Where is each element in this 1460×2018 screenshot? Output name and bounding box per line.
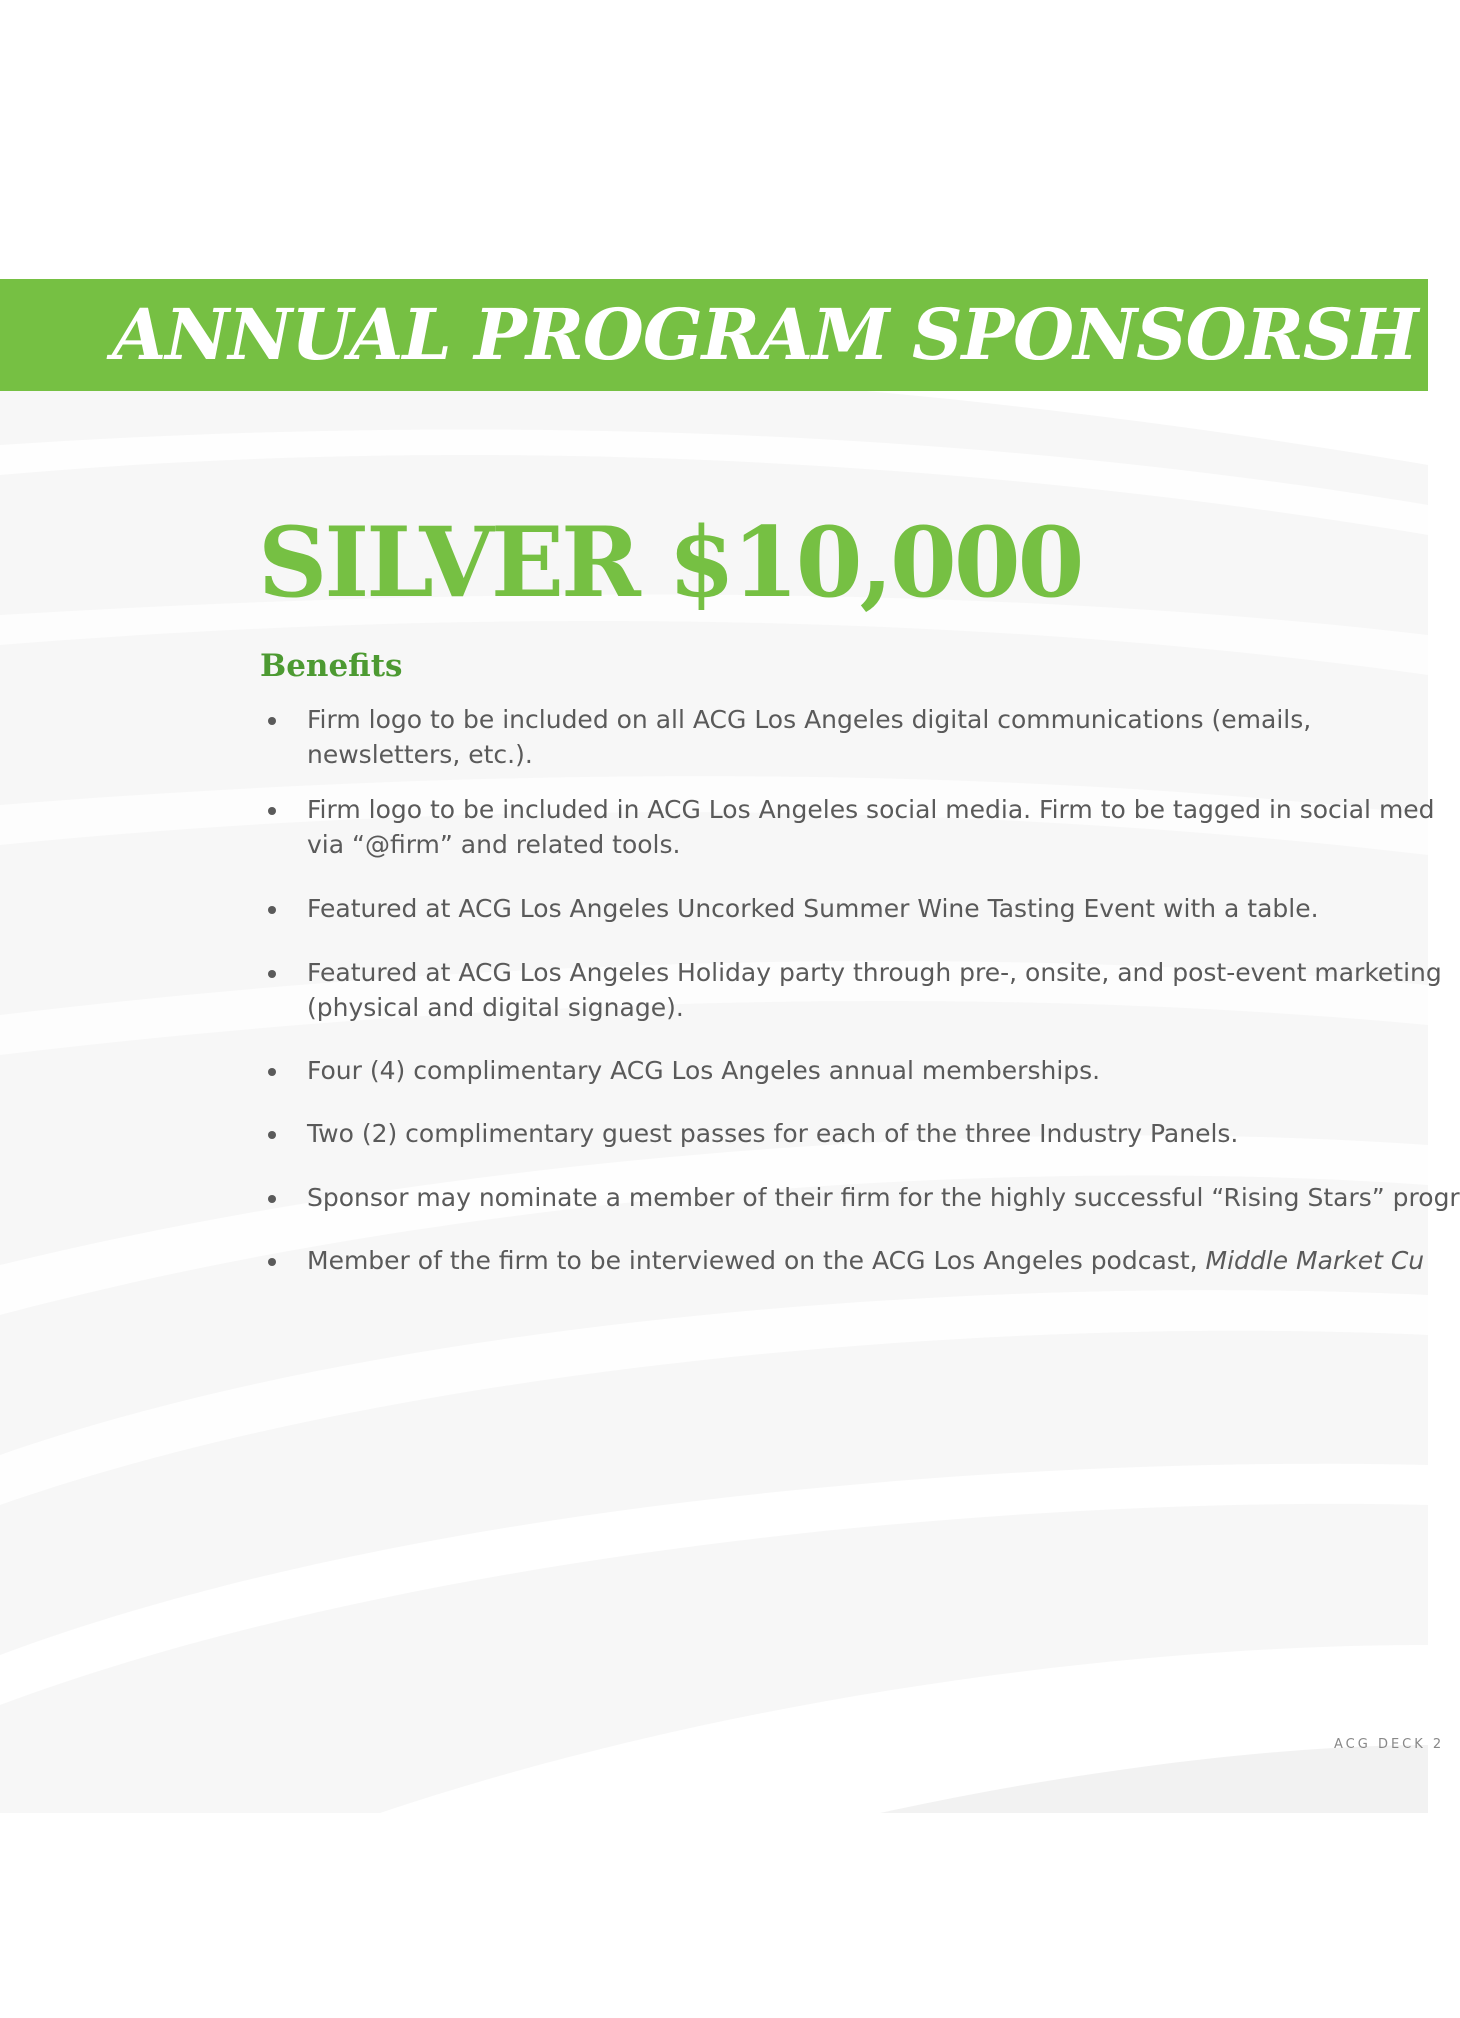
benefit-text: Firm logo to be included on all ACG Los Angeles digital communications (emails, newsletters, etc.). bbox=[307, 705, 1312, 769]
bullet-icon bbox=[268, 1195, 276, 1203]
sponsorship-slide bbox=[0, 205, 1460, 1813]
sponsorship-tier-title: SILVER $10,000 bbox=[258, 506, 1082, 619]
benefits-heading: Benefits bbox=[260, 648, 403, 684]
bullet-icon bbox=[268, 1131, 276, 1139]
benefit-text: Featured at ACG Los Angeles Uncorked Summer Wine Tasting Event with a table. bbox=[307, 894, 1319, 923]
bullet-icon bbox=[268, 717, 276, 725]
benefit-text: Firm logo to be included in ACG Los Angeles social media. Firm to be tagged in social med via “@firm” and related tools. bbox=[307, 795, 1435, 859]
bullet-icon bbox=[268, 970, 276, 978]
bullet-icon bbox=[268, 906, 276, 914]
footer-label: ACG DECK 2 bbox=[1334, 1737, 1445, 1752]
banner-title: ANNUAL PROGRAM SPONSORSH bbox=[112, 293, 1418, 376]
podcast-title: Middle Market Cu bbox=[1205, 1246, 1425, 1275]
benefit-text: Member of the firm to be interviewed on the ACG Los Angeles podcast, Middle Market Cu bbox=[307, 1246, 1425, 1275]
benefits-list bbox=[0, 205, 1460, 1813]
benefit-text: Featured at ACG Los Angeles Holiday party through pre-, onsite, and post-event marketing (physical and digital signage). bbox=[307, 958, 1442, 1022]
bullet-icon bbox=[268, 807, 276, 815]
benefit-text: Two (2) complimentary guest passes for each of the three Industry Panels. bbox=[307, 1119, 1239, 1148]
bullet-icon bbox=[268, 1068, 276, 1076]
benefit-text: Sponsor may nominate a member of their firm for the highly successful “Rising Stars” progr bbox=[307, 1183, 1460, 1212]
benefit-text: Four (4) complimentary ACG Los Angeles annual memberships. bbox=[307, 1056, 1101, 1085]
bullet-icon bbox=[268, 1258, 276, 1266]
